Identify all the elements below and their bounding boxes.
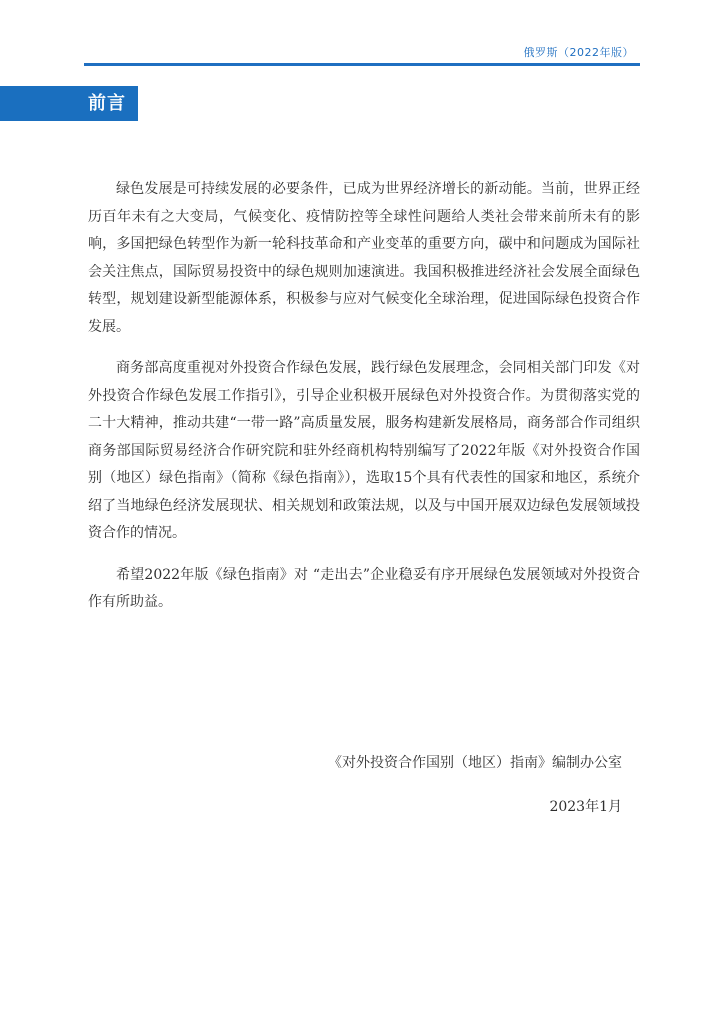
section-tab xyxy=(0,86,138,121)
running-header: 俄罗斯（2022年版） xyxy=(523,46,634,59)
paragraph-1: 绿色发展是可持续发展的必要条件，已成为世界经济增长的新动能。当前，世界正经历百年未有之大变局，气候变化、疫情防控等全球性问题给人类社会带来前所未有的影响，多国把绿色转型作为新一轮科技革命和产业变革的重要方向，碳中和问题成为国际社会关注焦点，国际贸易投资中的绿色规则加速演进。我国积极推进经济社会发展全面绿色转型，规划建设新型能源体系，积极参与应对气候变化全球治理，促进国际绿色投资合作发展。 xyxy=(88,181,640,335)
header-rule xyxy=(84,63,640,66)
section-title: 前言 xyxy=(88,93,126,114)
paragraph-3: 希望2022年版《绿色指南》对 “走出去”企业稳妥有序开展绿色发展领域对外投资合作有所助益。 xyxy=(88,566,640,610)
body-text xyxy=(88,176,640,631)
signature: 《对外投资合作国别（地区）指南》编制办公室 xyxy=(328,755,622,771)
date: 2023年1月 xyxy=(549,799,622,815)
paragraph-2: 商务部高度重视对外投资合作绿色发展，践行绿色发展理念，会同相关部门印发《对外投资合作绿色发展工作指引》，引导企业积极开展绿色对外投资合作。为贯彻落实党的二十大精神，推动共建“一带一路”高质量发展，服务构建新发展格局，商务部合作司组织商务部国际贸易经济合作研究院和驻外经商机构特别编写了2022年版《对外投资合作国别（地区）绿色指南》（简称《绿色指南》），选取15个具有代表性的国家和地区，系统介绍了当地绿色经济发展现状、相关规划和政策法规，以及与中国开展双边绿色发展领域投资合作的情况。 xyxy=(88,360,640,541)
